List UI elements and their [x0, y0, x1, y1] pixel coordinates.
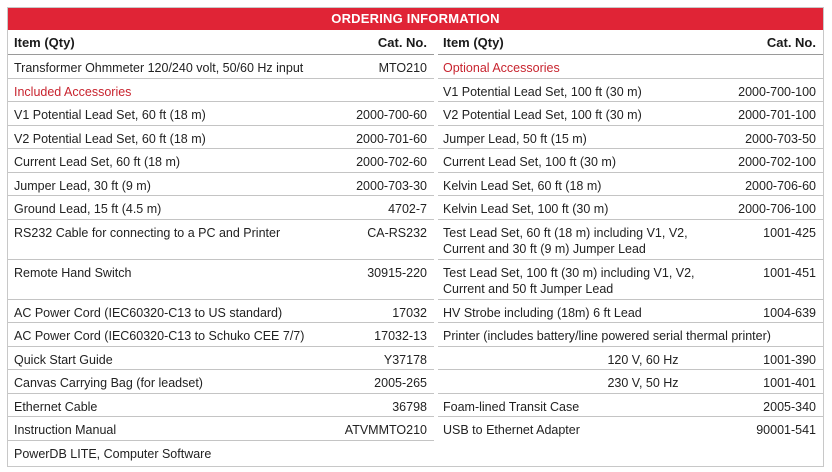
cat-cell: 17032 [392, 305, 427, 320]
table-row [438, 260, 823, 300]
item-cell: Quick Start Guide [14, 352, 113, 367]
cat-cell: 2005-265 [374, 376, 427, 390]
item-cell: USB to Ethernet Adapter [443, 423, 580, 437]
table-row [438, 196, 823, 220]
table-row [438, 79, 823, 103]
item-cell: 230 V, 50 Hz [607, 376, 679, 390]
item-cell: Transformer Ohmmeter 120/240 volt, 50/60 Hz input [14, 61, 304, 75]
right-header-row [438, 31, 823, 55]
table-row [438, 149, 823, 173]
cat-cell: 2000-706-60 [745, 178, 816, 193]
item-cell [443, 265, 695, 297]
item-cell: RS232 Cable for connecting to a PC and Printer [14, 225, 281, 240]
item-cell: Canvas Carrying Bag (for leadset) [14, 376, 203, 390]
table-row [438, 417, 823, 441]
table-row [438, 347, 823, 371]
table-row [8, 347, 434, 371]
cat-cell: 1001-425 [763, 225, 816, 240]
table-row [438, 173, 823, 197]
cat-cell: 4702-7 [388, 202, 427, 216]
table-row [438, 323, 823, 347]
item-line-1: Test Lead Set, 100 ft (30 m) including V1, V2, [443, 265, 695, 280]
item-cell: Printer (includes battery/line powered serial thermal printer) [443, 329, 771, 343]
cat-cell: 2000-703-50 [745, 131, 816, 146]
item-cell: Jumper Lead, 30 ft (9 m) [14, 178, 151, 193]
cat-cell: 2000-700-60 [356, 108, 427, 122]
cat-cell: 2000-703-30 [356, 178, 427, 193]
item-cell: AC Power Cord (IEC60320-C13 to Schuko CEE 7/7) [14, 329, 305, 343]
table-row [438, 370, 823, 394]
table-row [8, 441, 434, 465]
cat-cell: 2005-340 [763, 399, 816, 414]
item-cell: Kelvin Lead Set, 100 ft (30 m) [443, 202, 609, 216]
item-cell: Instruction Manual [14, 423, 117, 437]
item-cell: V1 Potential Lead Set, 100 ft (30 m) [443, 84, 642, 99]
cat-cell: CA-RS232 [367, 225, 427, 240]
section-heading-row [8, 79, 434, 103]
item-cell: Foam-lined Transit Case [443, 399, 580, 414]
cat-cell: 2000-706-100 [738, 202, 816, 216]
cat-cell: 1004-639 [763, 305, 816, 320]
table-row [8, 323, 434, 347]
table-row [8, 102, 434, 126]
cat-cell: 2000-702-60 [356, 155, 427, 169]
item-line-2: Current and 30 ft (9 m) Jumper Lead [443, 241, 646, 256]
item-cell: Kelvin Lead Set, 60 ft (18 m) [443, 178, 602, 193]
cat-cell: 2000-701-60 [356, 131, 427, 146]
item-cell: Current Lead Set, 100 ft (30 m) [443, 155, 617, 169]
table-row [8, 417, 434, 441]
section-heading-row [438, 55, 823, 79]
cat-cell: 1001-401 [763, 376, 816, 390]
item-cell: PowerDB LITE, Computer Software [14, 446, 212, 461]
item-cell: V1 Potential Lead Set, 60 ft (18 m) [14, 108, 206, 122]
ordering-information-table [7, 7, 824, 467]
item-cell: HV Strobe including (18m) 6 ft Lead [443, 305, 642, 320]
cat-cell: 36798 [392, 399, 427, 414]
item-cell: Ethernet Cable [14, 399, 98, 414]
table-row [8, 394, 434, 418]
item-cell: Current Lead Set, 60 ft (18 m) [14, 155, 181, 169]
table-row [8, 55, 434, 79]
table-row [8, 149, 434, 173]
cat-cell: ATVMMTO210 [344, 423, 427, 437]
cat-cell: 17032-13 [374, 329, 427, 343]
table-title: ORDERING INFORMATION [8, 8, 823, 30]
cat-cell: 2000-700-100 [738, 84, 816, 99]
table-row [438, 394, 823, 418]
item-cell: 120 V, 60 Hz [607, 352, 679, 367]
cat-cell: 1001-390 [763, 352, 816, 367]
item-cell: Remote Hand Switch [14, 265, 132, 280]
cat-cell: Y37178 [383, 352, 427, 367]
item-line-1: Test Lead Set, 60 ft (18 m) including V1, V2, [443, 225, 688, 240]
table-row [438, 102, 823, 126]
table-row [438, 300, 823, 324]
cat-cell: 2000-701-100 [738, 108, 816, 122]
item-cell: V2 Potential Lead Set, 100 ft (30 m) [443, 108, 642, 122]
cat-cell: 90001-541 [756, 423, 816, 437]
left-column [8, 31, 434, 464]
table-row [8, 300, 434, 324]
cat-no-header: Cat. No. [766, 35, 816, 50]
item-cell: AC Power Cord (IEC60320-C13 to US standard) [14, 305, 283, 320]
section-heading: Optional Accessories [443, 61, 560, 75]
item-cell: Ground Lead, 15 ft (4.5 m) [14, 202, 162, 216]
left-header-row [8, 31, 434, 55]
section-heading: Included Accessories [14, 84, 132, 99]
item-cell [443, 225, 688, 257]
cat-cell: 30915-220 [367, 265, 427, 280]
item-cell: Jumper Lead, 50 ft (15 m) [443, 131, 587, 146]
table-row [438, 220, 823, 260]
table-row [8, 260, 434, 300]
item-cell: V2 Potential Lead Set, 60 ft (18 m) [14, 131, 206, 146]
cat-cell: 2000-702-100 [738, 155, 816, 169]
item-qty-header: Item (Qty) [443, 35, 504, 50]
cat-cell: MTO210 [378, 61, 427, 75]
table-row [8, 173, 434, 197]
table-row [8, 220, 434, 260]
table-row [8, 370, 434, 394]
item-qty-header: Item (Qty) [14, 35, 75, 50]
table-row [8, 126, 434, 150]
right-column [438, 31, 823, 441]
cat-cell: 1001-451 [763, 265, 816, 280]
item-line-2: Current and 50 ft Jumper Lead [443, 281, 614, 296]
cat-no-header: Cat. No. [377, 35, 427, 50]
table-row [438, 126, 823, 150]
table-row [8, 196, 434, 220]
